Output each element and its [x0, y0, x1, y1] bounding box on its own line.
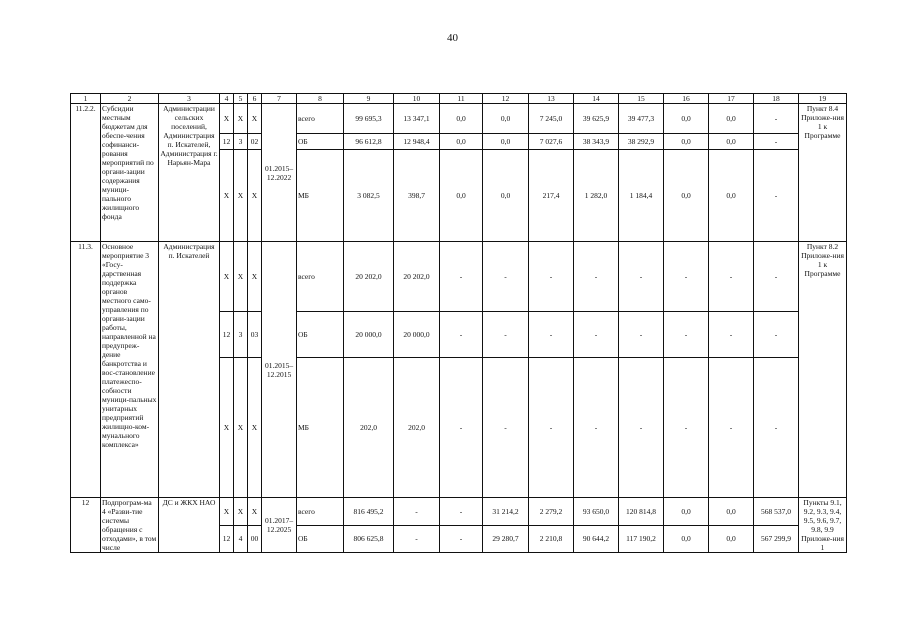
table-row — [71, 242, 847, 312]
value-cell: - — [529, 242, 574, 312]
value-cell: - — [754, 312, 799, 358]
code-cell: 12 — [220, 134, 234, 150]
value-cell: 1 282,0 — [574, 150, 619, 242]
value-cell: 20 202,0 — [394, 242, 440, 312]
header-cell: 4 — [220, 94, 234, 104]
period-cell: 01.2015– 12.2022 — [262, 104, 297, 242]
header-cell: 2 — [101, 94, 159, 104]
header-cell: 10 — [394, 94, 440, 104]
code-cell: X — [248, 358, 262, 498]
value-cell: 2 210,8 — [529, 525, 574, 553]
value-cell: 12 948,4 — [394, 134, 440, 150]
executor-name: Администрация п. Искателей — [159, 242, 220, 498]
measure-name: Основное мероприятие 3 «Госу-дарственная поддержка органов местного само-управления по органи-зации работы, направленной на предупреж-дение банкротства и вос-становление платежеспо-собности муници-пальных унитарных предприятий жилищно-ком-мунального комплекса» — [101, 242, 159, 498]
code-cell: 00 — [248, 525, 262, 553]
code-cell: X — [220, 104, 234, 134]
value-cell: - — [440, 242, 483, 312]
row-number: 12 — [71, 498, 101, 553]
value-cell: - — [483, 312, 529, 358]
funding-source: ОБ — [297, 525, 344, 553]
funding-source: всего — [297, 498, 344, 526]
measure-name: Субсидии местным бюджетам для обеспе-чения софинанси-рования мероприятий по органи-зации содержания муници-пального жилищного фонда — [101, 104, 159, 242]
measure-name: Подпрограм-ма 4 «Разви-тие системы обращения с отходами», в том числе — [101, 498, 159, 553]
value-cell: - — [709, 242, 754, 312]
value-cell: 202,0 — [344, 358, 394, 498]
value-cell: 0,0 — [664, 134, 709, 150]
value-cell: 96 612,8 — [344, 134, 394, 150]
value-cell: 38 343,9 — [574, 134, 619, 150]
value-cell: 13 347,1 — [394, 104, 440, 134]
header-cell: 18 — [754, 94, 799, 104]
value-cell: 117 190,2 — [619, 525, 664, 553]
value-cell: 0,0 — [709, 525, 754, 553]
header-cell: 12 — [483, 94, 529, 104]
code-cell: X — [220, 242, 234, 312]
code-cell: X — [248, 242, 262, 312]
value-cell: 0,0 — [664, 525, 709, 553]
value-cell: 39 477,3 — [619, 104, 664, 134]
header-cell: 7 — [262, 94, 297, 104]
value-cell: - — [529, 312, 574, 358]
header-cell: 9 — [344, 94, 394, 104]
header-cell: 8 — [297, 94, 344, 104]
header-row — [71, 94, 847, 104]
period-cell: 01.2017– 12.2025 — [262, 498, 297, 553]
value-cell: 567 299,9 — [754, 525, 799, 553]
code-cell: X — [248, 104, 262, 134]
value-cell: - — [754, 242, 799, 312]
value-cell: 31 214,2 — [483, 498, 529, 526]
value-cell: - — [664, 312, 709, 358]
value-cell: 0,0 — [483, 104, 529, 134]
value-cell: - — [440, 525, 483, 553]
executor-name: Администрации сельских поселений, Администрация п. Искателей, Администрация г. Нарьян-Мара — [159, 104, 220, 242]
value-cell: - — [529, 358, 574, 498]
code-cell: X — [234, 358, 248, 498]
row-number: 11.3. — [71, 242, 101, 498]
page-number: 40 — [447, 32, 458, 44]
value-cell: 2 279,2 — [529, 498, 574, 526]
value-cell: 0,0 — [709, 104, 754, 134]
code-cell: X — [234, 150, 248, 242]
period-cell: 01.2015– 12.2015 — [262, 242, 297, 498]
code-cell: X — [234, 498, 248, 526]
value-cell: 20 000,0 — [344, 312, 394, 358]
value-cell: 0,0 — [440, 104, 483, 134]
value-cell: - — [754, 104, 799, 134]
code-cell: X — [234, 242, 248, 312]
code-cell: 12 — [220, 312, 234, 358]
value-cell: - — [709, 312, 754, 358]
header-cell: 14 — [574, 94, 619, 104]
value-cell: 120 814,8 — [619, 498, 664, 526]
value-cell: - — [754, 134, 799, 150]
value-cell: - — [664, 242, 709, 312]
header-cell: 15 — [619, 94, 664, 104]
value-cell: 0,0 — [483, 134, 529, 150]
value-cell: 93 650,0 — [574, 498, 619, 526]
code-cell: 03 — [248, 312, 262, 358]
funding-source: МБ — [297, 358, 344, 498]
value-cell: - — [619, 242, 664, 312]
code-cell: 02 — [248, 134, 262, 150]
header-cell: 5 — [234, 94, 248, 104]
header-cell: 3 — [159, 94, 220, 104]
value-cell: 0,0 — [664, 150, 709, 242]
funding-source: всего — [297, 104, 344, 134]
code-cell: X — [234, 104, 248, 134]
row-number: 11.2.2. — [71, 104, 101, 242]
value-cell: 806 625,8 — [344, 525, 394, 553]
code-cell: 4 — [234, 525, 248, 553]
value-cell: 20 000,0 — [394, 312, 440, 358]
value-cell: - — [483, 242, 529, 312]
code-cell: X — [248, 150, 262, 242]
funding-source: МБ — [297, 150, 344, 242]
header-cell: 6 — [248, 94, 262, 104]
value-cell: 38 292,9 — [619, 134, 664, 150]
value-cell: - — [574, 242, 619, 312]
table-row — [71, 498, 847, 526]
value-cell: 0,0 — [709, 498, 754, 526]
funding-source: всего — [297, 242, 344, 312]
value-cell: 568 537,0 — [754, 498, 799, 526]
note-cell: Пункты 9.1, 9.2, 9.3, 9.4, 9.5, 9.6, 9.7, 9.8, 9.9 Приложе-ния 1 — [799, 498, 847, 553]
value-cell: 217,4 — [529, 150, 574, 242]
value-cell: 1 184,4 — [619, 150, 664, 242]
value-cell: 20 202,0 — [344, 242, 394, 312]
code-cell: X — [220, 150, 234, 242]
value-cell: 816 495,2 — [344, 498, 394, 526]
value-cell: - — [754, 358, 799, 498]
value-cell: - — [709, 358, 754, 498]
value-cell: - — [440, 358, 483, 498]
header-cell: 16 — [664, 94, 709, 104]
note-cell: Пункт 8.2 Приложе-ния 1 к Программе — [799, 242, 847, 498]
value-cell: 0,0 — [440, 134, 483, 150]
value-cell: 0,0 — [709, 134, 754, 150]
code-cell: 3 — [234, 312, 248, 358]
header-cell: 1 — [71, 94, 101, 104]
code-cell: X — [248, 498, 262, 526]
value-cell: 90 644,2 — [574, 525, 619, 553]
value-cell: - — [754, 150, 799, 242]
value-cell: - — [440, 498, 483, 526]
value-cell: 7 027,6 — [529, 134, 574, 150]
code-cell: X — [220, 358, 234, 498]
value-cell: - — [664, 358, 709, 498]
value-cell: 202,0 — [394, 358, 440, 498]
value-cell: 39 625,9 — [574, 104, 619, 134]
value-cell: - — [619, 358, 664, 498]
value-cell: 0,0 — [483, 150, 529, 242]
value-cell: 3 082,5 — [344, 150, 394, 242]
value-cell: - — [574, 312, 619, 358]
executor-name: ДС и ЖКХ НАО — [159, 498, 220, 553]
code-cell: X — [220, 498, 234, 526]
code-cell: 12 — [220, 525, 234, 553]
program-table — [70, 93, 847, 553]
funding-source: ОБ — [297, 312, 344, 358]
value-cell: - — [394, 525, 440, 553]
value-cell: 29 280,7 — [483, 525, 529, 553]
value-cell: 398,7 — [394, 150, 440, 242]
code-cell: 3 — [234, 134, 248, 150]
header-cell: 17 — [709, 94, 754, 104]
header-cell: 11 — [440, 94, 483, 104]
table-row — [71, 104, 847, 134]
note-cell: Пункт 8.4 Приложе-ния 1 к Программе — [799, 104, 847, 242]
value-cell: 0,0 — [709, 150, 754, 242]
value-cell: 0,0 — [664, 498, 709, 526]
value-cell: 0,0 — [664, 104, 709, 134]
value-cell: - — [619, 312, 664, 358]
value-cell: 0,0 — [440, 150, 483, 242]
value-cell: 99 695,3 — [344, 104, 394, 134]
value-cell: - — [394, 498, 440, 526]
value-cell: 7 245,0 — [529, 104, 574, 134]
value-cell: - — [440, 312, 483, 358]
header-cell: 19 — [799, 94, 847, 104]
funding-source: ОБ — [297, 134, 344, 150]
value-cell: - — [483, 358, 529, 498]
header-cell: 13 — [529, 94, 574, 104]
value-cell: - — [574, 358, 619, 498]
